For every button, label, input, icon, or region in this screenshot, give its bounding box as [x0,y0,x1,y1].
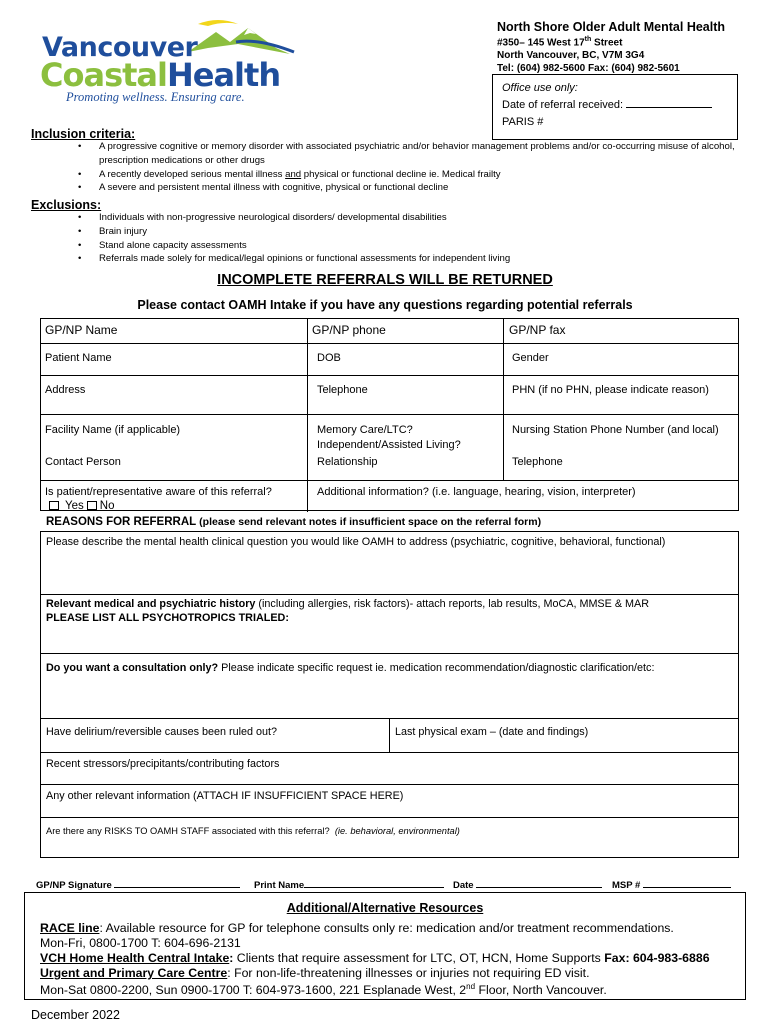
contact-notice: Please contact OAMH Intake if you have any questions regarding potential referrals [137,298,633,312]
msp-field[interactable] [643,878,731,888]
no-checkbox[interactable] [87,501,97,510]
office-use-box [492,74,738,140]
msp-label: MSP # [612,880,641,891]
contact-telephone-field[interactable]: Telephone [512,456,563,468]
referral-form-table [40,318,739,511]
aware-options: Yes No [49,499,114,514]
logo-tagline: Promoting wellness. Ensuring care. [66,90,245,104]
reasons-heading: REASONS FOR REFERRAL (please send relevant notes if insufficient space on the referral form) [46,516,542,528]
print-name-row [254,878,444,891]
date-field[interactable] [476,878,602,888]
yes-checkbox[interactable] [49,501,59,510]
inclusion-heading: Inclusion criteria: [31,127,136,141]
sig-label: GP/NP Signature [36,880,112,891]
dob-field[interactable]: DOB [317,352,341,364]
address-field[interactable]: Address [45,384,86,396]
exclusions-heading: Exclusions: [31,198,102,212]
gender-field[interactable]: Gender [512,352,549,364]
paris-label: PARIS # [502,116,544,128]
risks-field[interactable]: Are there any RISKS TO OAMH STAFF associated with this referral? (ie. behavioral, environmental) [46,826,460,836]
msp-row [612,878,731,891]
signature-row [36,878,240,891]
other-info-field[interactable]: Any other relevant information (ATTACH IF INSUFFICIENT SPACE HERE) [46,790,404,802]
date-label: Date [453,880,474,891]
race-line: RACE line: Available resource for GP for telephone consults only re: medication and/or treatment recommendations. [40,921,674,935]
list-item: • A severe and persistent mental illness with cognitive, physical or functional decline [78,181,738,195]
clinic-address-line1: #350– 145 West 17th Street [497,36,623,49]
vch-logo [30,18,281,110]
gp-phone-field[interactable]: GP/NP phone [312,323,386,337]
resources-title: Additional/Alternative Resources [286,901,484,915]
stressors-field[interactable]: Recent stressors/precipitants/contributing factors [46,758,280,770]
inclusion-list [78,140,738,195]
list-item: • Referrals made solely for medical/legal opinions or functional assessments for independent living [78,252,738,266]
delirium-field[interactable]: Have delirium/reversible causes been ruled out? [46,726,278,738]
date-received-row: Date of referral received: [502,97,728,114]
clinical-question-field[interactable]: Please describe the mental health clinical question you would like OAMH to address (psychiatric, cognitive, behavioral, functional) [46,536,666,548]
signature-field[interactable] [114,878,240,888]
vch-intake-line: VCH Home Health Central Intake: Clients that require assessment for LTC, OT, HCN, Home Supports Fax: 604-983-6886 [40,951,710,965]
consultation-field[interactable]: Do you want a consultation only? Please indicate specific request ie. medication recommendation/diagnostic clarification/etc: [46,662,655,674]
contact-person-field[interactable]: Contact Person [45,456,121,468]
last-exam-field[interactable]: Last physical exam – (date and findings) [395,726,589,738]
reasons-box [40,531,739,858]
urgent-care-hours: Mon-Sat 0800-2200, Sun 0900-1700 T: 604-973-1600, 221 Esplanade West, 2nd Floor, North Vancouver. [40,982,607,998]
resources-box [24,892,746,1000]
clinic-address-line2: North Vancouver, BC, V7M 3G4 [497,50,645,62]
telephone-field[interactable]: Telephone [317,384,368,396]
gp-fax-field[interactable]: GP/NP fax [509,323,566,337]
print-label: Print Name [254,880,305,891]
print-name-field[interactable] [304,878,444,888]
psychotropics-label: PLEASE LIST ALL PSYCHOTROPICS TRIALED: [46,612,289,624]
relevant-history-field[interactable]: Relevant medical and psychiatric history (including allergies, risk factors)- attach reports, lab results, MoCA, MMSE & MAR [46,598,650,610]
office-use-title: Office use only: [502,82,578,94]
phn-field[interactable]: PHN (if no PHN, please indicate reason) [512,384,709,396]
patient-name-field[interactable]: Patient Name [45,352,112,364]
date-received-field[interactable] [626,97,712,108]
list-item: • A progressive cognitive or memory disorder with associated psychiatric and/or behavior management problems and/or co-occurring misuse of alcohol, prescription medications or other drugs [78,140,738,168]
gp-name-field[interactable]: GP/NP Name [45,323,118,337]
clinic-phone: Tel: (604) 982-5600 Fax: (604) 982-5601 [497,63,680,75]
race-hours: Mon-Fri, 0800-1700 T: 604-696-2131 [40,936,241,950]
logo-word-coastalhealth: CoastalHealth [40,56,281,94]
list-item: • Individuals with non-progressive neurological disorders/ developmental disabilities [78,211,738,225]
list-item: • A recently developed serious mental illness and physical or functional decline ie. Medical frailty [78,168,738,182]
urgent-care-line: Urgent and Primary Care Centre: For non-life-threatening illnesses or injuries not requiring ED visit. [40,966,590,980]
incomplete-notice: INCOMPLETE REFERRALS WILL BE RETURNED [217,272,553,288]
memory-care-label-1[interactable]: Memory Care/LTC? [317,424,413,436]
clinic-header [497,20,725,74]
clinic-name: North Shore Older Adult Mental Health [497,20,726,34]
memory-care-label-2[interactable]: Independent/Assisted Living? [317,439,461,451]
list-item: • Stand alone capacity assessments [78,239,738,253]
exclusions-list [78,211,738,266]
facility-field[interactable]: Facility Name (if applicable) [45,424,181,436]
aware-question: Is patient/representative aware of this referral? [45,486,272,498]
nursing-phone-field[interactable]: Nursing Station Phone Number (and local) [512,424,719,436]
additional-info-field[interactable]: Additional information? (i.e. language, hearing, vision, interpreter) [317,486,636,498]
relationship-field[interactable]: Relationship [317,456,378,468]
list-item: • Brain injury [78,225,738,239]
footer-date: December 2022 [31,1008,120,1022]
logo-word-vancouver: Vancouver [42,32,198,63]
date-row [453,878,602,891]
